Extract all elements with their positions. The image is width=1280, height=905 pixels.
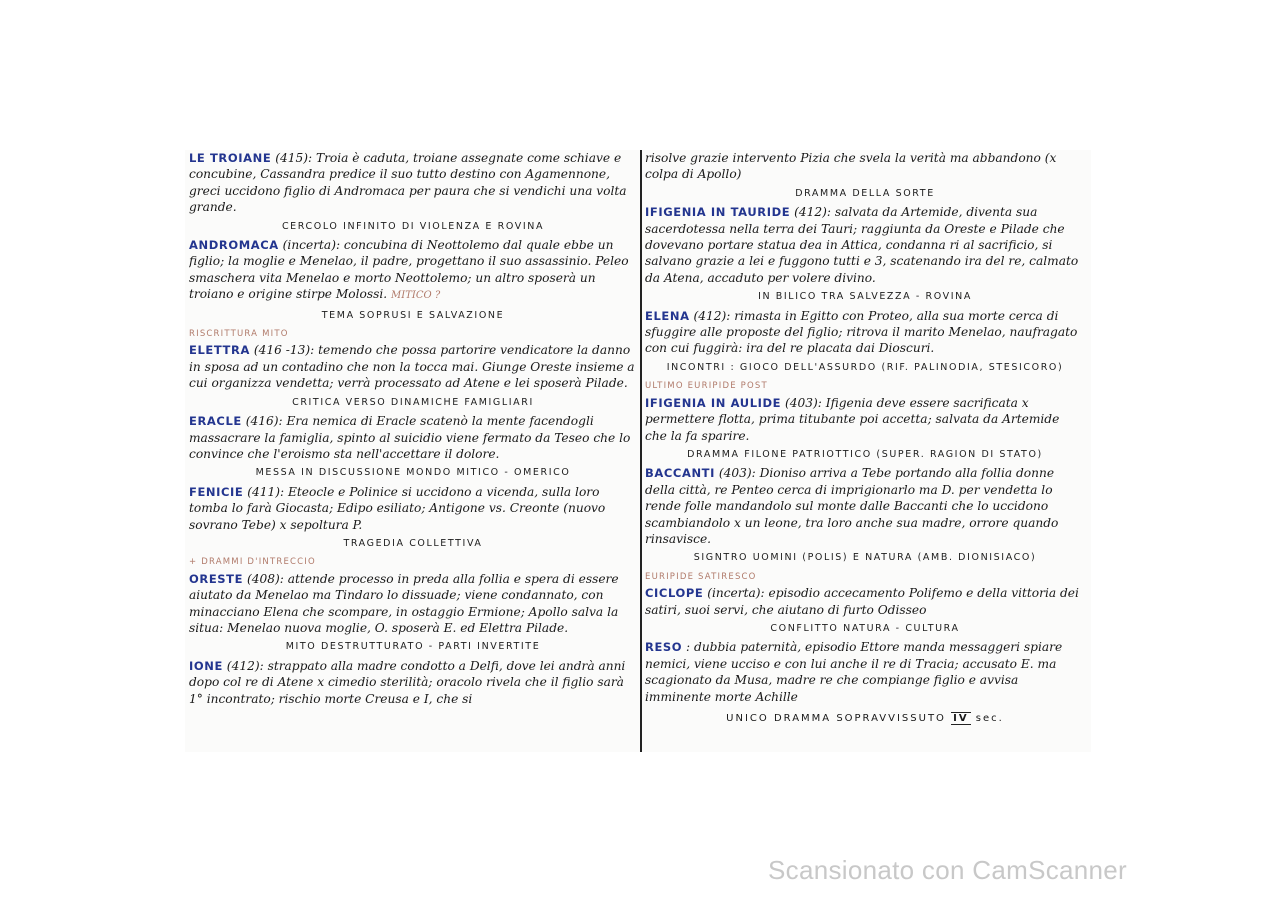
section-heading: TEMA SOPRUSI E SALVAZIONE [321, 309, 505, 321]
play-entry [189, 342, 637, 391]
play-summary: (403): Ifigenia deve essere sacrificata x permettere flotta, prima titubante poi accetta; salvata da Artemide che la fa sparire. [645, 395, 1060, 443]
play-summary: : dubbia paternità, episodio Ettore manda messaggeri spiare nemici, viene ucciso e con lui anche il re di Tracia; accusato E. ma scagionato da Musa, madre re che compiange figlio e avvisa imminente morte Achille [645, 640, 1063, 704]
play-entry [189, 658, 637, 707]
play-title: IFIGENIA IN AULIDE [645, 395, 782, 410]
section-heading: TRAGEDIA COLLETTIVA [343, 537, 483, 549]
play-entry [645, 639, 1085, 705]
play-summary: (412): strappato alla madre condotto a Delfi, dove lei andrà anni dopo col re di Atene x cimedio sterilità; oracolo rivela che il figlio sarà 1° incontrato; rischio morte Creusa e I, che si [189, 658, 626, 706]
section-heading: SIGNTRO UOMINI (POLIS) E NATURA (AMB. DIONISIACO) [693, 552, 1037, 564]
play-summary: (411): Eteocle e Polinice si uccidono a vicenda, sulla loro tomba lo farà Giocasta; Edipo esiliato; Antigone vs. Creonte (nuovo sovrano Tebe) x sepoltura P. [189, 484, 606, 532]
play-entry [645, 465, 1085, 547]
closing-note-suffix: sec. [975, 713, 1004, 724]
play-entry [189, 571, 637, 637]
play-entry [645, 204, 1085, 286]
inline-note: MITICO ? [391, 290, 441, 302]
left-column [189, 150, 637, 752]
margin-note: + DRAMMI D'INTRECCIO [189, 557, 316, 568]
play-title: RESO [645, 640, 683, 655]
play-title: FENICIE [189, 484, 244, 499]
play-title: ELENA [645, 308, 690, 323]
section-heading: DRAMMA DELLA SORTE [795, 187, 935, 199]
play-summary: (incerta): concubina di Neottolemo dal quale ebbe un figlio; la moglie e Menelao, il padre, progettano il suo assassinio. Peleo smaschera vita Menelao e morto Neottolemo; un altro sposerà un troiano e origine stirpe Molossi. [189, 238, 629, 302]
section-heading: DRAMMA FILONE PATRIOTTICO (SUPER. RAGION DI STATO) [687, 448, 1043, 460]
play-summary: (416): Era nemica di Eracle scatenò la mente facendogli massacrare la famiglia, spinto al suicidio viene fermato da Teseo che lo convince che l'eroismo sta nell'accettare il dolore. [189, 414, 631, 461]
play-title: IONE [189, 658, 223, 673]
play-entry [189, 150, 637, 216]
play-title: CICLOPE [645, 586, 704, 601]
section-heading: CERCOLO INFINITO DI VIOLENZA E ROVINA [281, 220, 545, 232]
play-summary: (403): Dioniso arriva a Tebe portando alla follia donne della città, re Penteo cerca di imprigionarlo ma D. per vendetta lo rende folle mandandolo sul monte dalle Baccanti che lo uccidono scambiandolo x un leone, tra loro anche sua madre, orrore quando rinsavisce. [645, 466, 1059, 546]
closing-note-century: IV [953, 713, 969, 724]
play-title: ELETTRA [189, 343, 250, 358]
play-summary: risolve grazie intervento Pizia che svela la verità ma abbandono (x colpa di Apollo) [645, 151, 1057, 182]
section-heading: CONFLITTO NATURA - CULTURA [770, 622, 960, 634]
play-title: ANDROMACA [189, 238, 279, 253]
closing-note-text: UNICO DRAMMA SOPRAVVISSUTO [726, 713, 946, 724]
play-title: IFIGENIA IN TAURIDE [645, 205, 791, 220]
play-summary: (416 -13): temendo che possa partorire vendicatore la danno in sposa ad un contadino che non la tocca mai. Giunge Oreste insieme a cui organizza vendetta; verrà processato ad Atene e lei sposerà Pilade. [189, 343, 635, 391]
section-heading: INCONTRI : GIOCO DELL'ASSURDO (RIF. PALINODIA, STESICORO) [666, 361, 1064, 373]
section-heading: MESSA IN DISCUSSIONE MONDO MITICO - OMERICO [255, 467, 571, 479]
section-heading: IN BILICO TRA SALVEZZA - ROVINA [758, 291, 972, 303]
play-entry [645, 585, 1085, 618]
play-entry [189, 484, 637, 533]
play-summary: (408): attende processo in preda alla follia e spera di essere aiutato da Menelao ma Tindaro lo dissuade; viene condannato, con minacciano Elena che scompare, in ostaggio Ermione; Apollo salva la situa: Menelao nuova moglie, O. sposerà E. ed Elettra Pilade. [189, 571, 619, 635]
section-heading: MITO DESTRUTTURATO - PARTI INVERTITE [285, 641, 541, 653]
play-title: ERACLE [189, 414, 242, 429]
play-entry [645, 308, 1085, 357]
play-summary: (412): rimasta in Egitto con Proteo, alla sua morte cerca di sfuggire alle proposte del figlio; ritrova il marito Menelao, naufragato con cui fuggirà: ira del re placata dai Dioscuri. [645, 308, 1078, 356]
section-heading: CRITICA VERSO DINAMICHE FAMIGLIARI [292, 396, 534, 408]
scanned-notes-sheet [185, 150, 1091, 752]
play-entry [645, 150, 1085, 183]
camscanner-watermark: Scansionato con CamScanner [768, 855, 1128, 885]
play-summary: (incerta): episodio accecamento Polifemo e della vittoria dei satiri, suoi servi, che aiutano di furto Odisseo [645, 586, 1079, 617]
play-entry [189, 413, 637, 462]
play-title: LE TROIANE [189, 151, 272, 165]
right-column [645, 150, 1085, 752]
play-entry [189, 237, 637, 305]
margin-note: ULTIMO EURIPIDE POST [645, 381, 768, 392]
margin-note: EURIPIDE SATIRESCO [645, 571, 757, 582]
closing-note [645, 711, 1085, 727]
play-summary: (415): Troia è caduta, troiane assegnate come schiave e concubine, Cassandra predice il suo tutto destino con Agamennone, greci uccidono figlio di Andromaca per paura che si vendichi una volta grande. [189, 151, 627, 215]
margin-note: RISCRITTURA MITO [189, 329, 289, 340]
column-divider [640, 150, 642, 752]
play-title: ORESTE [189, 571, 244, 586]
play-title: BACCANTI [645, 466, 715, 481]
play-entry [645, 395, 1085, 444]
play-summary: (412): salvata da Artemide, diventa sua sacerdotessa nella terra dei Tauri; raggiunta da Oreste e Pilade che dovevano portare statua dea in Attica, condanna ri al sacrificio, si salvano grazie a lei e fuggono tutti e 3, scatenando ira del re, calmato da Atena, accaduto per volere divino. [645, 205, 1079, 285]
